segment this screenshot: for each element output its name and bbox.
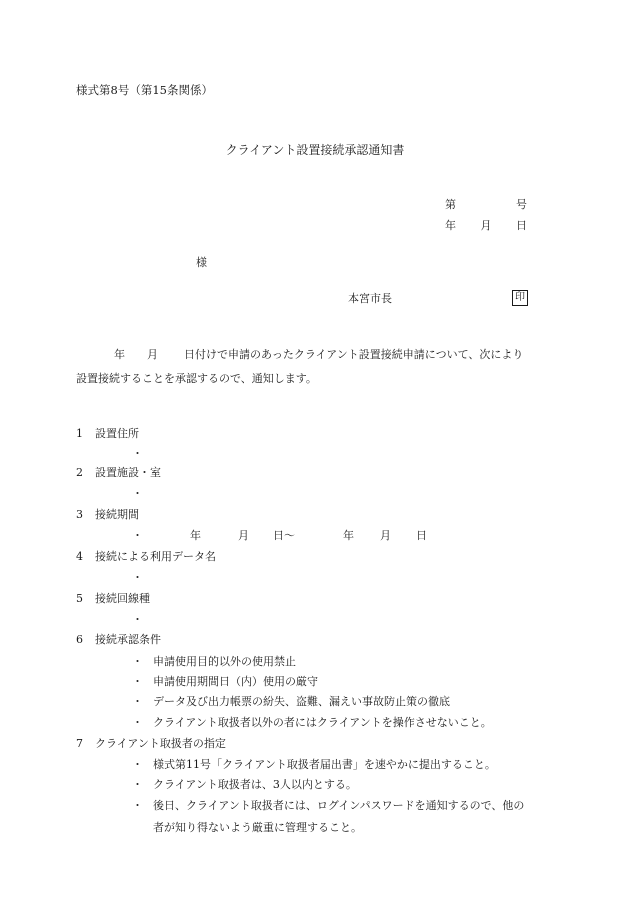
section-2-number: 2: [76, 466, 83, 479]
section-5-bullet: ・: [132, 613, 143, 626]
section-6-item-3: データ及び出力帳票の紛失、盗難、漏えい事故防止策の徹底: [153, 695, 450, 708]
section-6-bullet: ・: [132, 716, 143, 729]
document-title: [0, 144, 630, 156]
section-6-item-1: 申請使用目的以外の使用禁止: [153, 655, 296, 668]
seal-mark: 印: [512, 290, 528, 306]
period-to-year: 年: [343, 529, 354, 542]
doc-number-suffix: 号: [516, 198, 527, 211]
sender-name: 本宮市長: [348, 292, 392, 305]
connection-period: [190, 530, 427, 541]
section-7-item-3-continued: 者が知り得ないよう厳重に管理すること。: [153, 821, 362, 834]
section-5-title: 接続回線種: [95, 592, 150, 605]
section-7-bullet: ・: [132, 778, 143, 791]
period-from-day: 日〜: [273, 529, 295, 542]
doc-number-prefix: 第: [445, 198, 456, 211]
body-month: 月: [147, 348, 158, 361]
section-7-item-1: 様式第11号「クライアント取扱者届出書」を速やかに提出すること。: [153, 758, 496, 771]
body-year: 年: [114, 348, 125, 361]
section-6-item-4: クライアント取扱者以外の者にはクライアントを操作させないこと。: [153, 716, 492, 729]
section-7-bullet: ・: [132, 799, 143, 812]
period-to-day: 日: [416, 529, 427, 542]
period-from-year: 年: [190, 529, 201, 542]
section-6-bullet: ・: [132, 655, 143, 668]
period-to-month: 月: [380, 529, 391, 542]
section-7-item-3: 後日、クライアント取扱者には、ログインパスワードを通知するので、他の: [153, 799, 525, 812]
date-day: 日: [516, 219, 527, 232]
section-3-bullet: ・: [132, 529, 143, 542]
section-6-item-2: 申請使用期間日（内）使用の厳守: [153, 675, 318, 688]
section-1-number: 1: [76, 427, 83, 440]
section-1-title: 設置住所: [95, 427, 139, 440]
section-6-title: 接続承認条件: [95, 633, 161, 646]
section-5-number: 5: [76, 592, 83, 605]
form-number: 様式第8号（第15条関係）: [76, 83, 213, 97]
section-7-title: クライアント取扱者の指定: [95, 737, 226, 750]
section-6-bullet: ・: [132, 695, 143, 708]
section-7-item-2: クライアント取扱者は、3人以内とする。: [153, 778, 357, 791]
addressee: 様: [196, 256, 207, 269]
section-3-title: 接続期間: [95, 508, 139, 521]
section-2-bullet: ・: [132, 487, 143, 500]
section-3-number: 3: [76, 508, 83, 521]
document-number: [445, 199, 527, 210]
section-6-number: 6: [76, 633, 83, 646]
section-1-bullet: ・: [132, 447, 143, 460]
document-title-text: クライアント設置接続承認通知書: [225, 143, 405, 157]
date-year: 年: [445, 219, 456, 232]
date-month: 月: [480, 219, 492, 232]
section-4-bullet: ・: [132, 571, 143, 584]
section-4-title: 接続による利用データ名: [95, 550, 216, 563]
issue-date: [445, 220, 527, 231]
section-6-bullet: ・: [132, 675, 143, 688]
section-7-number: 7: [76, 737, 83, 750]
body-line-1-rest: 日付けで申請のあったクライアント設置接続申請について、次により: [184, 348, 524, 361]
section-4-number: 4: [76, 550, 83, 563]
body-line-1: [114, 349, 523, 360]
body-line-2: 設置接続することを承認するので、通知します。: [76, 372, 317, 385]
section-7-bullet: ・: [132, 758, 143, 771]
period-from-month: 月: [238, 529, 249, 542]
section-2-title: 設置施設・室: [95, 466, 161, 479]
